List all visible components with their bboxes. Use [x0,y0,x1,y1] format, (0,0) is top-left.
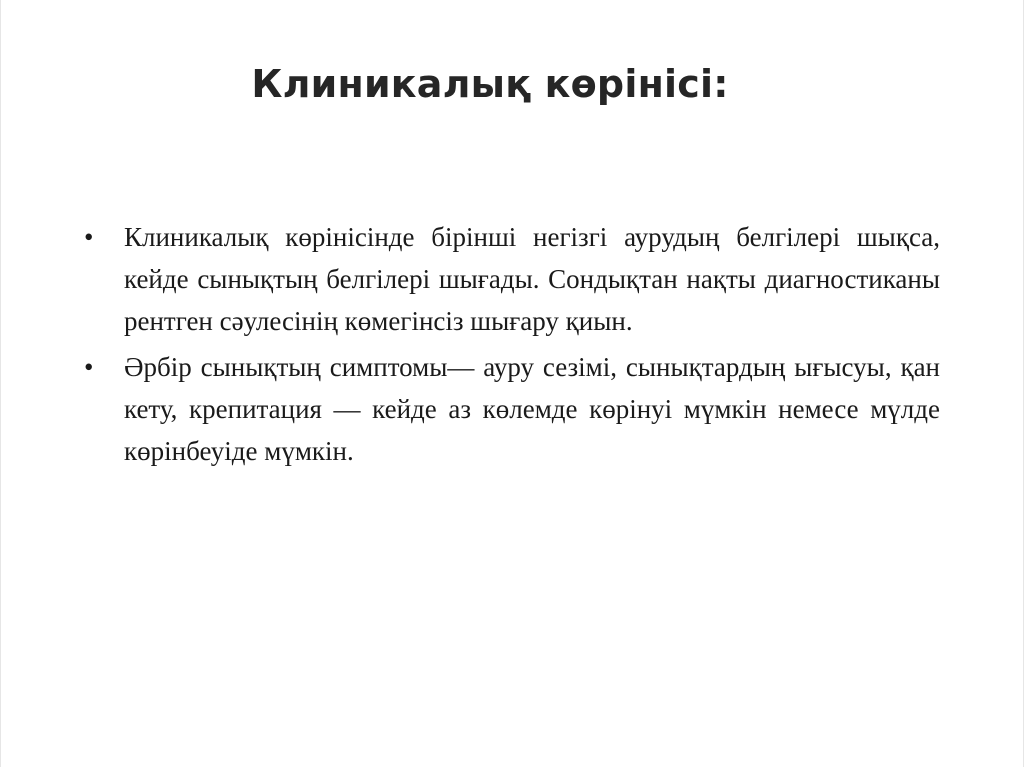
bullet-text: Әрбір сынықтың симптомы— ауру сезімі, сынықтардың ығысуы, қан кету, крепитация — кейде аз көлемде көрінуі мүмкін немесе мүлде көрінбеуіде мүмкін. [124,352,940,466]
slide-title: Клиникалық көрінісі: [251,62,729,106]
bullet-item [84,216,940,342]
bullet-marker: • [84,222,94,252]
bullet-list [84,216,940,476]
bullet-item [84,346,940,472]
bullet-text: Клиникалық көрінісінде бірінші негізгі аурудың белгілері шықса, кейде сынықтың белгілері шығады. Сондықтан нақты диагностиканы рентген сәулесінің көмегінсіз шығару қиын. [124,222,940,336]
bullet-marker: • [84,352,94,382]
